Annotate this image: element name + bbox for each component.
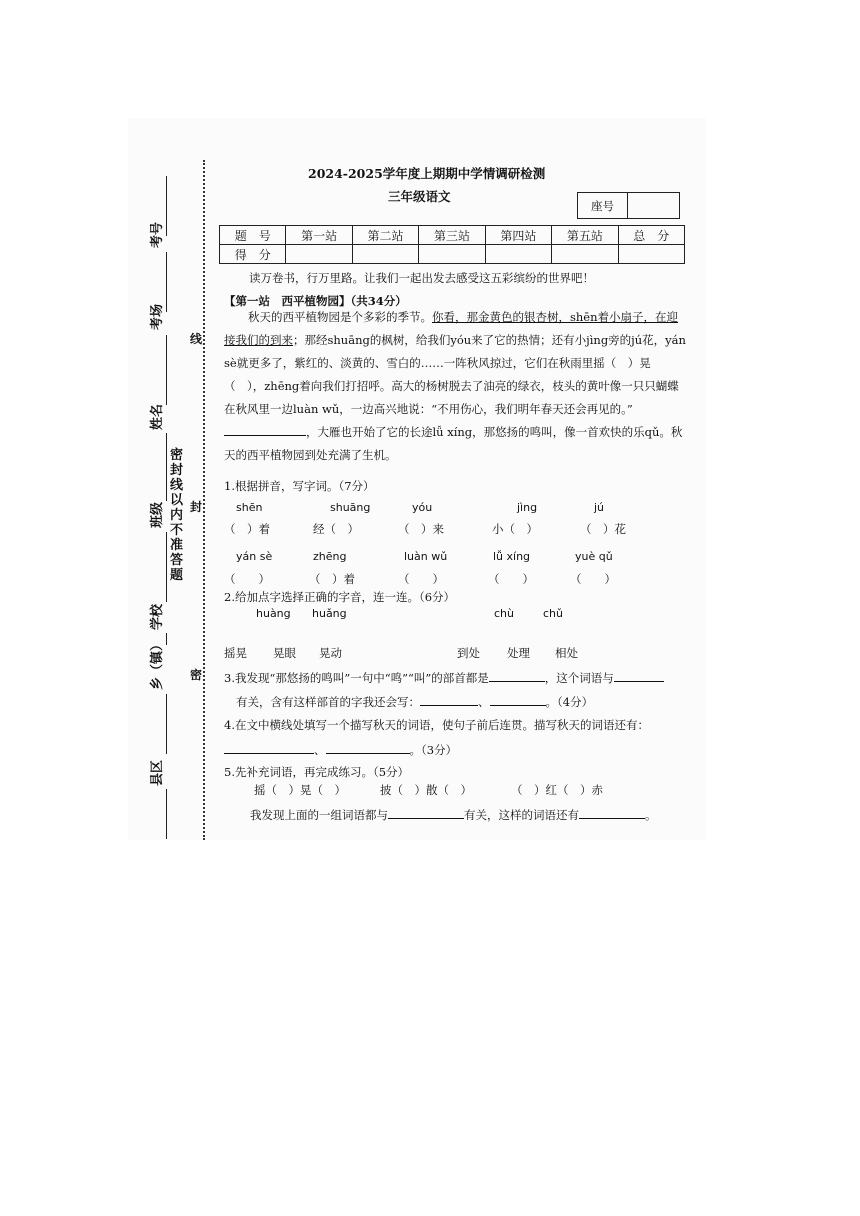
q5-blank-1[interactable] <box>388 806 464 819</box>
seal-xian: 线 <box>190 332 203 346</box>
seal-feng: 封 <box>190 500 203 514</box>
side-line-6 <box>166 633 167 645</box>
q3-line2 <box>236 693 593 710</box>
q5-blank-2[interactable] <box>579 806 645 819</box>
q1-answer-slot[interactable]: （ ）来 <box>398 522 444 536</box>
q3-text-2: ，这个词语与 <box>544 671 614 685</box>
q4-line2 <box>224 741 457 758</box>
q5-title: 5.先补充词语，再完成练习。（5分） <box>224 765 410 779</box>
q1-pinyin: jú <box>594 501 605 514</box>
q1-answer-slot[interactable]: （ ）着 <box>309 572 355 586</box>
passage-blank[interactable] <box>224 423 306 436</box>
q5-text-1: 我发现上面的一组词语都与 <box>250 808 388 822</box>
score-header-cell: 题 号 <box>220 226 286 245</box>
q1-answer-slot[interactable]: （ ） <box>570 572 616 586</box>
q2-title: 2.给加点字选择正确的字音，连一连。（6分） <box>224 590 456 604</box>
q2-word[interactable]: 摇晃 <box>224 646 247 660</box>
q1-answer-slot[interactable]: （ ）着 <box>224 522 270 536</box>
side-exam-room-label: 考场 <box>150 303 165 330</box>
reading-passage <box>224 306 686 467</box>
page-title: 2024-2025学年度上期期中学情调研检测 <box>308 166 546 181</box>
q4-blank-2[interactable] <box>326 741 410 754</box>
seat-number-box[interactable] <box>577 192 680 219</box>
score-header-cell: 第二站 <box>352 226 418 245</box>
q1-answer-slot[interactable]: （ ） <box>398 572 444 586</box>
score-header-cell: 第三站 <box>419 226 485 245</box>
q1-pinyin: yán sè <box>236 550 273 563</box>
side-line-5 <box>166 532 167 602</box>
q1-pinyin: luàn wǔ <box>404 550 448 563</box>
q2-word[interactable]: 晃动 <box>319 646 342 660</box>
score-table <box>219 225 685 264</box>
score-cell[interactable] <box>419 245 485 264</box>
q1-answer-slot[interactable]: 小（ ） <box>492 522 538 536</box>
page-subtitle: 三年级语文 <box>388 189 451 204</box>
q1-pinyin: lǚ xíng <box>493 550 531 563</box>
q2-word[interactable]: 晃眼 <box>273 646 296 660</box>
side-name-label: 姓名 <box>150 403 165 430</box>
q1-answer-slot[interactable]: （ ）花 <box>580 522 626 536</box>
intro-text: 读万卷书，行万里路。让我们一起出发去感受这五彩缤纷的世界吧！ <box>249 271 594 285</box>
q1-answer-slot[interactable]: （ ） <box>224 572 270 586</box>
q4-blank-1[interactable] <box>224 741 314 754</box>
q3-blank-radical[interactable] <box>489 669 545 682</box>
side-class-label: 班级 <box>150 501 165 528</box>
score-cell[interactable] <box>485 245 551 264</box>
q3-blank-char1[interactable] <box>420 693 478 706</box>
q4-separator: 、 <box>314 743 326 757</box>
q4-line1: 4.在文中横线处填写一个描写秋天的词语，使句子前后连贯。描写秋天的词语还有： <box>224 718 649 732</box>
q3-text-1: 3.我发现“那悠扬的鸣叫”一句中“鸣”“叫”的部首都是 <box>224 671 489 685</box>
seat-number-label: 座号 <box>578 193 628 218</box>
q3-text-3: 有关，含有这样部首的字我还会写： <box>236 695 420 709</box>
seal-mi: 密 <box>190 668 203 682</box>
passage-text-c: ，大雁也开始了它的长途lǚ xíng，那悠扬的鸣叫，像一首欢快的乐qǔ。秋天的西平植物园到处充满了生机。 <box>224 425 683 462</box>
q3-separator: 、 <box>478 695 490 709</box>
side-county-label: 县区 <box>150 759 165 786</box>
side-exam-no-label: 考号 <box>150 221 165 248</box>
q2-pinyin-option[interactable]: huǎng <box>312 607 347 620</box>
q2-word[interactable]: 处理 <box>507 646 530 660</box>
score-table-score-row <box>220 245 685 264</box>
q1-title: 1.根据拼音，写字词。（7分） <box>224 479 375 493</box>
q1-pinyin: shuāng <box>330 501 371 514</box>
q3-blank-char2[interactable] <box>490 693 546 706</box>
q1-pinyin: zhēng <box>313 550 347 563</box>
q3-blank-related[interactable] <box>614 669 664 682</box>
score-cell[interactable] <box>618 245 684 264</box>
q3-line1 <box>224 669 664 686</box>
score-cell[interactable] <box>552 245 618 264</box>
side-line-4 <box>166 433 167 501</box>
side-line-2 <box>166 252 167 312</box>
q2-pinyin-option[interactable]: chǔ <box>543 607 563 620</box>
side-line-3 <box>166 335 167 405</box>
side-line-7 <box>166 694 167 754</box>
seal-dotted-line <box>203 160 205 840</box>
q4-tail: 。（3分） <box>409 743 458 757</box>
q2-word[interactable]: 到处 <box>457 646 480 660</box>
q5-text-2: 有关，这样的词语还有 <box>464 808 579 822</box>
q5-word-slot[interactable]: 披（ ）散（ ） <box>380 783 472 797</box>
side-line-1 <box>166 176 167 236</box>
q1-answer-slot[interactable]: （ ） <box>488 572 534 586</box>
passage-text-b: ；那经shuāng的枫树，给我们yóu来了它的热情；还有小jìng旁的jú花，yán sè就更多了，紫红的、淡黄的、雪白的……一阵秋风掠过，它们在秋雨里摇（ ）晃（ ），zhēng着向我们打招呼。高大的杨树脱去了油亮的绿衣，枝头的黄叶像一只只蝴蝶在秋风里一边luàn wǔ，一边高兴地说：“不用伤心，我们明年春天还会再见的。” <box>224 333 686 416</box>
q2-pinyin-option[interactable]: chù <box>494 607 514 620</box>
q5-word-slot[interactable]: （ ）红（ ）赤 <box>511 783 603 797</box>
score-header-cell: 第五站 <box>552 226 618 245</box>
passage-underlined-1: 你看，那金黄色的银杏树，shēn着小扇子， <box>432 310 656 324</box>
q1-pinyin: yóu <box>412 501 433 514</box>
q1-pinyin: jìng <box>517 501 538 514</box>
q1-answer-slot[interactable]: 经（ ） <box>313 522 359 536</box>
passage-text-a: 秋天的西平植物园是个多彩的季节。 <box>248 310 432 324</box>
side-town-label: 乡（镇） <box>150 637 165 690</box>
side-line-8 <box>166 789 167 839</box>
score-cell[interactable] <box>286 245 352 264</box>
score-row-label: 得 分 <box>220 245 286 264</box>
q5-line <box>250 806 657 823</box>
q2-word[interactable]: 相处 <box>555 646 578 660</box>
q3-text-4: 。（4分） <box>545 695 594 709</box>
q1-pinyin: yuè qǔ <box>575 550 613 563</box>
score-header-cell: 总 分 <box>618 226 684 245</box>
section1-heading: 【第一站 西平植物园】（共34分） <box>224 294 407 308</box>
score-cell[interactable] <box>352 245 418 264</box>
seal-notice: 密封线以内不准答题 <box>170 448 184 583</box>
passage-underlined-2: 在迎接我们的到来 <box>224 310 679 347</box>
q5-text-3: 。 <box>645 808 657 822</box>
q2-pinyin-option[interactable]: huàng <box>256 607 291 620</box>
q1-pinyin: shēn <box>236 501 263 514</box>
q5-word-slot[interactable]: 摇（ ）晃（ ） <box>254 783 346 797</box>
score-header-cell: 第四站 <box>485 226 551 245</box>
score-header-cell: 第一站 <box>286 226 352 245</box>
score-table-header-row <box>220 226 685 245</box>
side-school-label: 学校 <box>150 603 165 630</box>
